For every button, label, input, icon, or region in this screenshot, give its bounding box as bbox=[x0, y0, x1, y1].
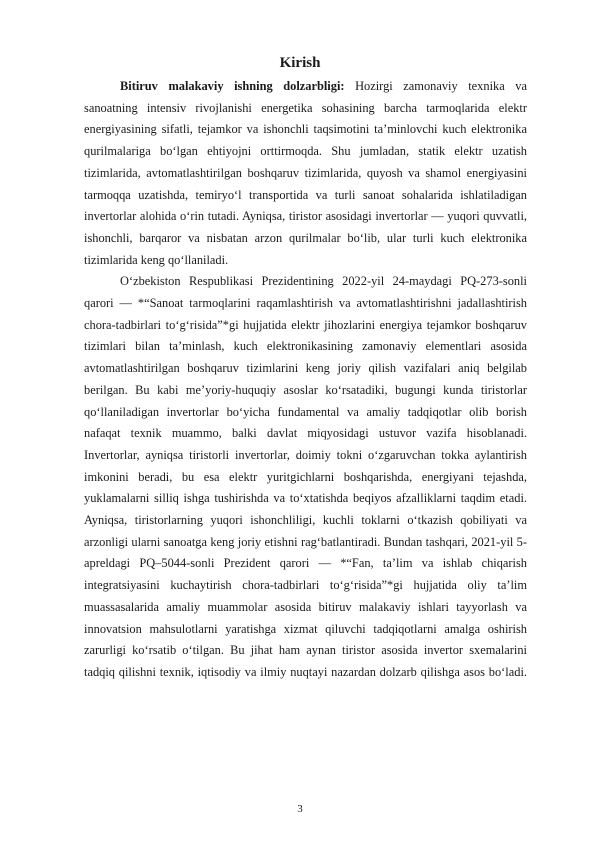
page-title: Kirish bbox=[279, 55, 321, 71]
paragraph-decree: O‘zbekiston Respublikasi Prezidentining 2022-yil 24-maydagi PQ-273-sonli qarori — *“Sanoat tarmoqlarini raqamlashtirish va avtomatlashtirishni jadallashtirish chora-tadbirlari to‘g‘risida”*gi hujjatida elektr jihozlarini energiya tejamkor boshqaruv tizimlari bilan ta’minlash, kuch elektronikasining zamonaviy elementlari asosida avtomatlashtirilgan boshqaruv tizimlarini keng joriy qilish vazifalari aniq belgilab berilgan. Bu kabi me’yoriy-huquqiy asoslar ko‘rsatadiki, bugungi kunda tiristorlar qo‘llaniladigan invertorlar bo‘yicha fundamental va amaliy tadqiqotlar olib borish nafaqat texnik muammo, balki davlat miqyosidagi ustuvor vazifa hisoblanadi. Invertorlar, ayniqsa tiristorli invertorlar, doimiy tokni o‘zgaruvchan tokka aylantirish imkonini beradi, bu esa elektr yuritgichlarni boshqarishda, energiyani tejashda, yuklamalarni silliq ishga tushirishda va to‘xtatishda beqiyos afzalliklarni taqdim etadi. Ayniqsa, tiristorlarning yuqori ishonchliligi, kuchli toklarni o‘tkazish qobiliyati va arzonligi ularni sanoatga keng joriy etishni rag‘batlantiradi. Bundan tashqari, 2021-yil 5-apreldagi PQ–5044-sonli Prezident qarori — *“Fan, ta’lim va ishlab chiqarish integratsiyasini kuchaytirish chora-tadbirlari to‘g‘risida”*gi hujjatida oliy ta’lim muassasalarida amaliy muammolar asosida bitiruv malakaviy ishlari tayyorlash va innovatsion mahsulotlarni yaratishga xizmat qiluvchi tadqiqotlarni amalga oshirish zarurligi ko‘rsatib o‘tilgan. Bu jihat ham aynan tiristor asosida invertor sxemalarini tadqiq qilishni texnik, iqtisodiy va ilmiy nuqtayi nazardan dolzarb qilishga asos bo‘ladi. bbox=[84, 274, 527, 679]
paragraph-intro bbox=[84, 76, 527, 271]
paragraph-lead: Bitiruv malakaviy ishning dolzarbligi: bbox=[120, 79, 345, 93]
paragraph-intro-text: Hozirgi zamonaviy texnika va sanoatning intensiv rivojlanishi energetika sohasining barcha tarmoqlarida elektr energiyasining sifatli, tejamkor va ishonchli taqsimotini ta’minlovchi kuch elektronika qurilmalariga bo‘lgan ehtiyojni orttirmoqda. Shu jumladan, statik elektr uzatish tizimlarida, avtomatlashtirilgan boshqaruv tizimlarida, quyosh va shamol energiyasini tarmoqqa uzatishda, temiryo‘l transportida va turli sanoat sohalarida ishlatiladigan invertorlar alohida o‘rin tutadi. Ayniqsa, tiristor asosidagi invertorlar — yuqori quvvatli, ishonchli, barqaror va nisbatan arzon qurilmalar bo‘lib, ular turli kuch elektronika tizimlarida keng qo‘llaniladi. bbox=[84, 79, 527, 267]
document-body bbox=[84, 76, 527, 684]
page-number: 3 bbox=[297, 803, 303, 815]
